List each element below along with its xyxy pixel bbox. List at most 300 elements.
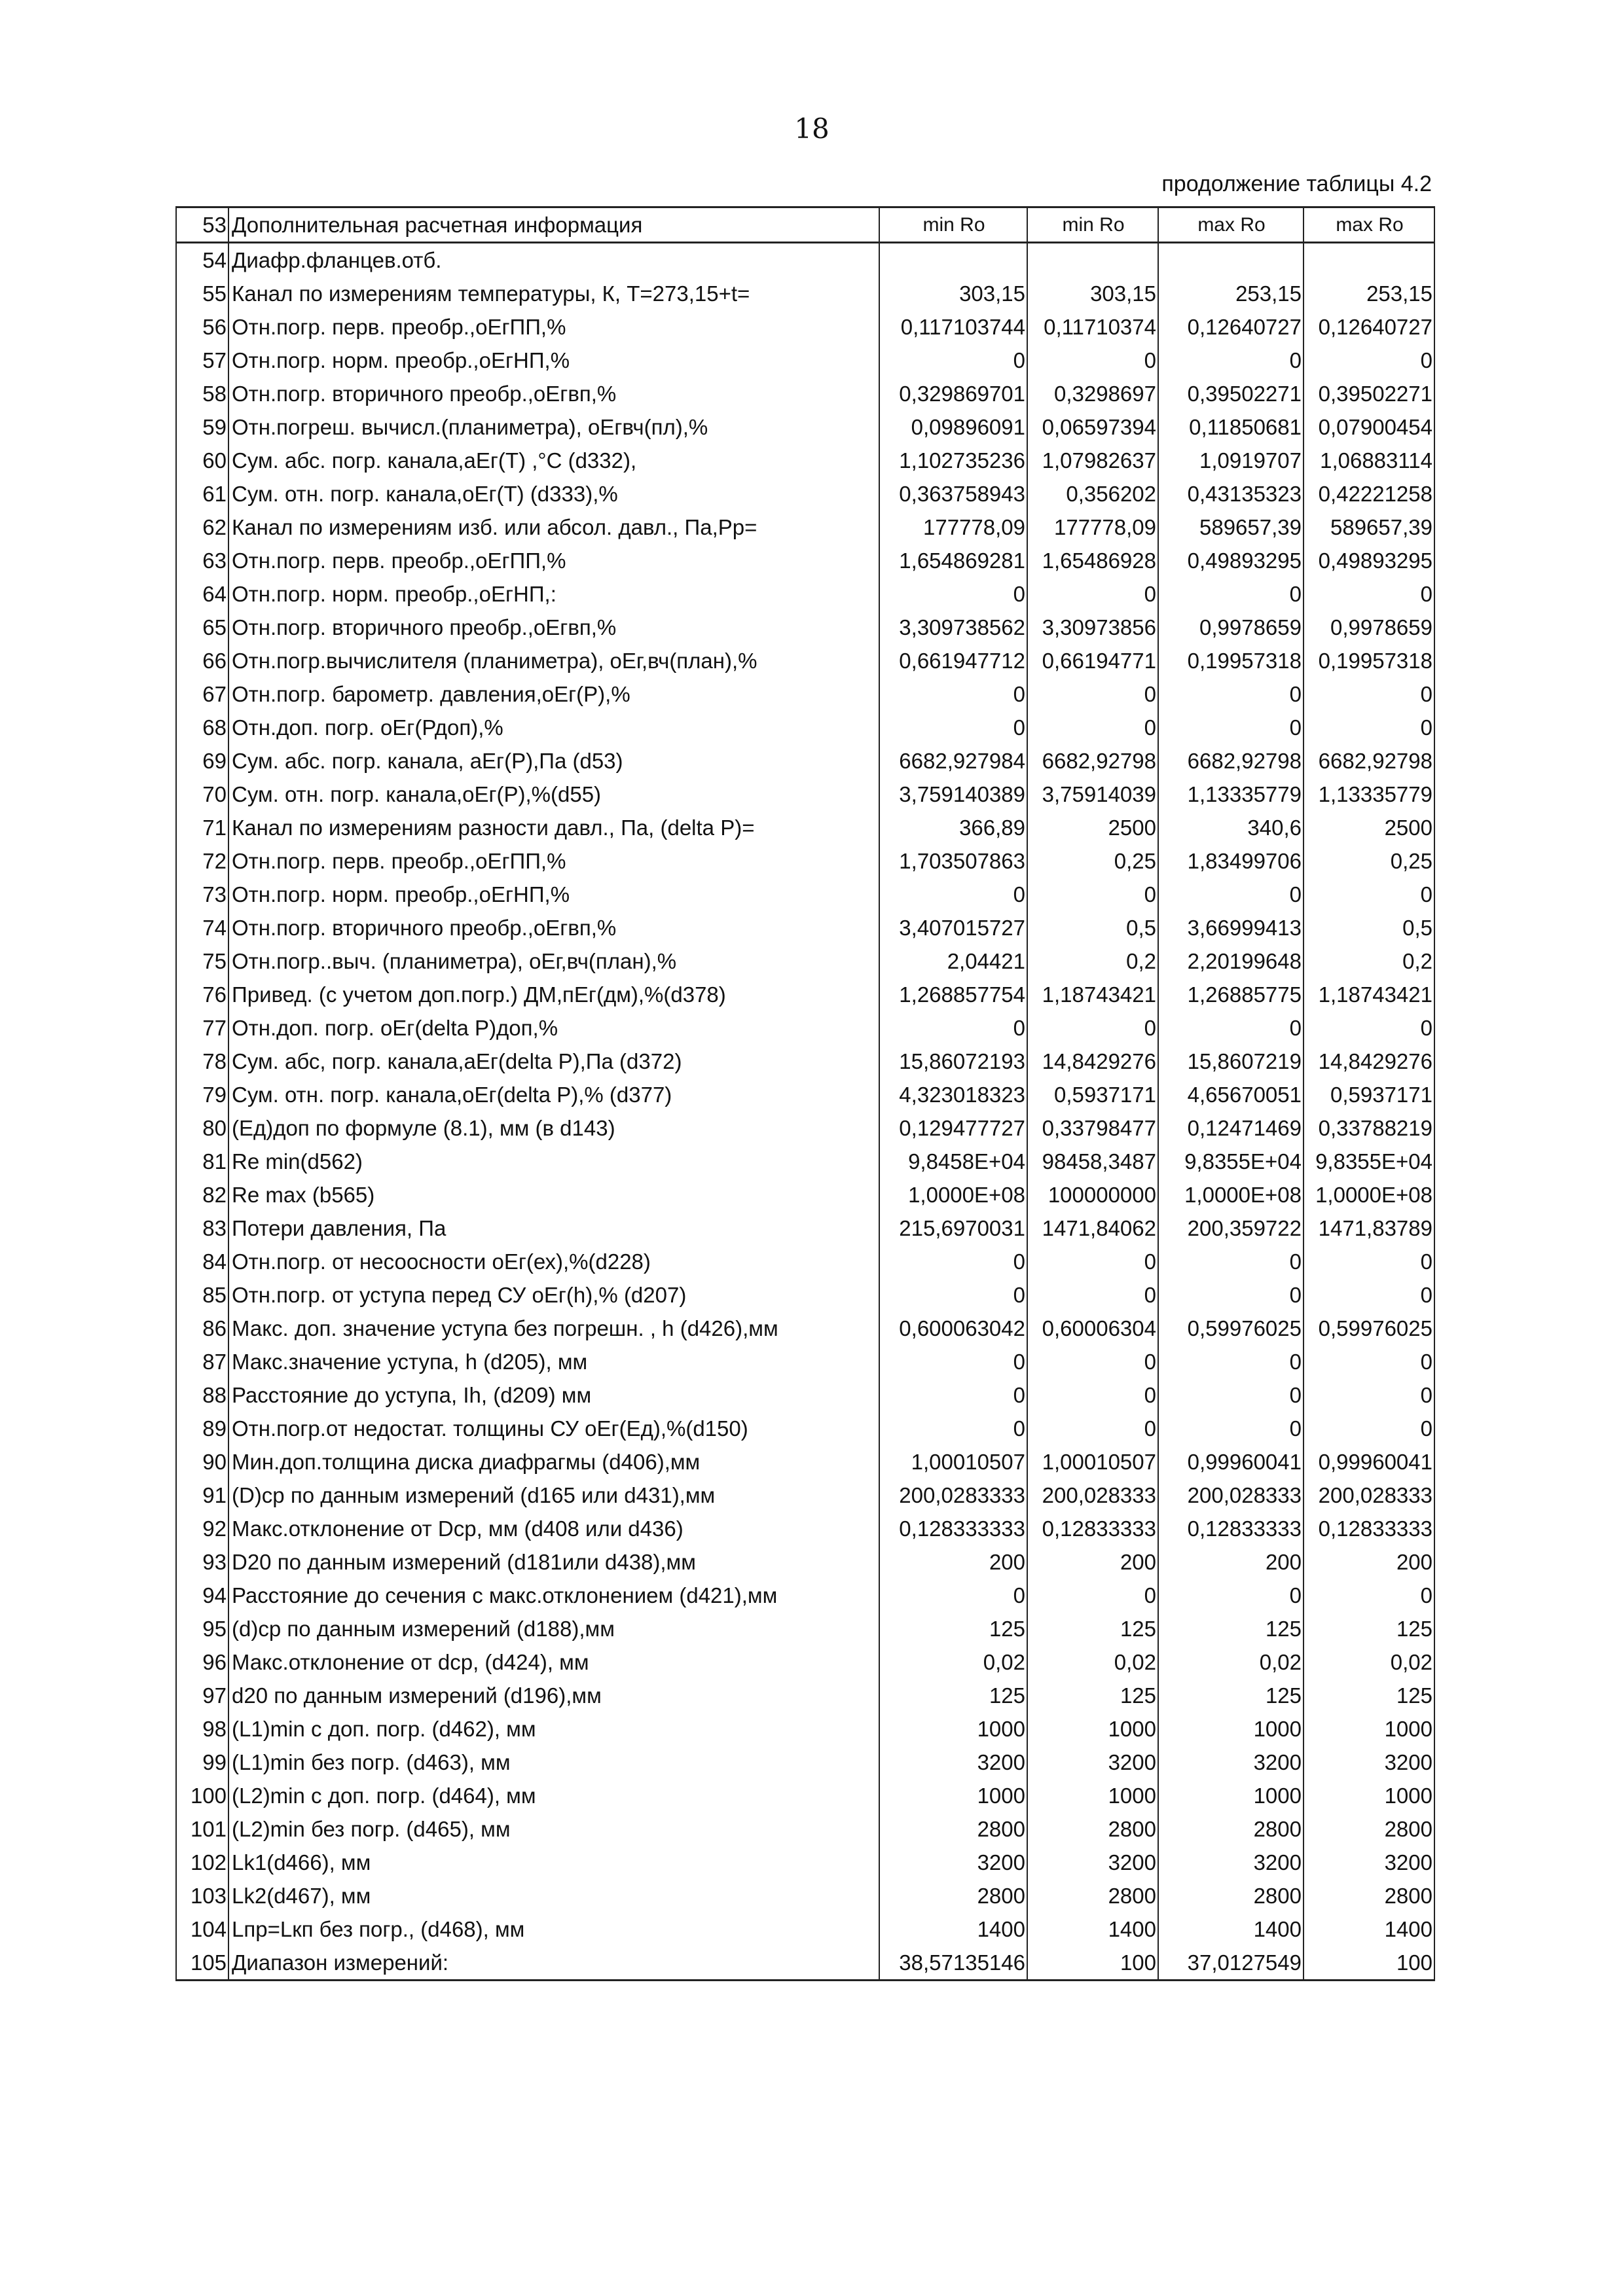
row-value: 200 bbox=[879, 1545, 1027, 1579]
row-value: 0,11850681 bbox=[1158, 410, 1304, 444]
row-label: Канал по измерениям изб. или абсол. давл., Па,Рр= bbox=[228, 511, 879, 544]
row-label: Потери давления, Па bbox=[228, 1211, 879, 1245]
row-value: 0 bbox=[879, 344, 1027, 377]
row-label: (d)ср по данным измерений (d188),мм bbox=[228, 1612, 879, 1645]
row-value: 6682,92798 bbox=[1027, 744, 1158, 778]
row-value: 3,66999413 bbox=[1158, 911, 1304, 944]
row-value: 0,02 bbox=[1304, 1645, 1434, 1679]
row-value: 0,5937171 bbox=[1027, 1078, 1158, 1111]
row-value: 0,25 bbox=[1027, 844, 1158, 878]
row-value: 0,3298697 bbox=[1027, 377, 1158, 410]
table-row bbox=[176, 778, 1434, 811]
row-number: 54 bbox=[176, 243, 228, 278]
row-value: 0 bbox=[1158, 1579, 1304, 1612]
row-value: 0,06597394 bbox=[1027, 410, 1158, 444]
row-label: Сум. отн. погр. канала,оЕг(Р),%(d55) bbox=[228, 778, 879, 811]
table-row bbox=[176, 1445, 1434, 1479]
row-number: 103 bbox=[176, 1879, 228, 1912]
row-value: 0 bbox=[1304, 711, 1434, 744]
row-number: 82 bbox=[176, 1178, 228, 1211]
row-value: 3200 bbox=[1304, 1846, 1434, 1879]
row-value: 2500 bbox=[1027, 811, 1158, 844]
row-value bbox=[1158, 243, 1304, 278]
row-value: 1,0000E+08 bbox=[1158, 1178, 1304, 1211]
row-label: Отн.погр. барометр. давления,оЕг(Р),% bbox=[228, 677, 879, 711]
column-header: min Ro bbox=[879, 207, 1027, 243]
row-value: 0,12833333 bbox=[1027, 1512, 1158, 1545]
row-number: 74 bbox=[176, 911, 228, 944]
row-value: 0 bbox=[1027, 577, 1158, 611]
row-value: 1,00010507 bbox=[1027, 1445, 1158, 1479]
row-value: 0,43135323 bbox=[1158, 477, 1304, 511]
row-number: 80 bbox=[176, 1111, 228, 1145]
row-value: 6682,92798 bbox=[1158, 744, 1304, 778]
row-label: Сум. абс, погр. канала,аЕг(delta Р),Па (d372) bbox=[228, 1045, 879, 1078]
row-value: 4,323018323 bbox=[879, 1078, 1027, 1111]
table-row bbox=[176, 1045, 1434, 1078]
row-number: 59 bbox=[176, 410, 228, 444]
row-value: 0,12640727 bbox=[1304, 310, 1434, 344]
row-number: 90 bbox=[176, 1445, 228, 1479]
row-label: (L1)min без погр. (d463), мм bbox=[228, 1746, 879, 1779]
row-value: 0 bbox=[879, 1278, 1027, 1312]
row-label: Диапазон измерений: bbox=[228, 1946, 879, 1981]
row-number: 69 bbox=[176, 744, 228, 778]
row-number: 81 bbox=[176, 1145, 228, 1178]
row-value: 1,654869281 bbox=[879, 544, 1027, 577]
row-value: 1400 bbox=[1158, 1912, 1304, 1946]
row-value: 0,49893295 bbox=[1304, 544, 1434, 577]
row-label: (L2)min с доп. погр. (d464), мм bbox=[228, 1779, 879, 1812]
row-label: Макс.значение уступа, h (d205), мм bbox=[228, 1345, 879, 1378]
row-number: 86 bbox=[176, 1312, 228, 1345]
row-label: Сум. абс. погр. канала, аЕг(Р),Па (d53) bbox=[228, 744, 879, 778]
table-row bbox=[176, 444, 1434, 477]
row-number: 104 bbox=[176, 1912, 228, 1946]
table-row bbox=[176, 878, 1434, 911]
table-row bbox=[176, 243, 1434, 278]
row-number: 95 bbox=[176, 1612, 228, 1645]
row-value: 200,0283333 bbox=[879, 1479, 1027, 1512]
row-value: 200,028333 bbox=[1027, 1479, 1158, 1512]
row-value: 2800 bbox=[1158, 1879, 1304, 1912]
row-value: 0,39502271 bbox=[1304, 377, 1434, 410]
row-number: 67 bbox=[176, 677, 228, 711]
table-row bbox=[176, 1645, 1434, 1679]
row-number: 83 bbox=[176, 1211, 228, 1245]
row-number: 65 bbox=[176, 611, 228, 644]
row-number: 63 bbox=[176, 544, 228, 577]
row-label: Сум. отн. погр. канала,оЕг(delta Р),% (d377) bbox=[228, 1078, 879, 1111]
table-row bbox=[176, 1345, 1434, 1378]
row-value: 200,028333 bbox=[1304, 1479, 1434, 1512]
row-label: Отн.погр. перв. преобр.,оЕгПП,% bbox=[228, 310, 879, 344]
row-value: 0,19957318 bbox=[1158, 644, 1304, 677]
row-value: 0,12471469 bbox=[1158, 1111, 1304, 1145]
table-row bbox=[176, 677, 1434, 711]
row-value: 0 bbox=[1158, 1412, 1304, 1445]
row-value: 0 bbox=[1304, 1245, 1434, 1278]
row-value: 2,04421 bbox=[879, 944, 1027, 978]
row-label: Отн.погр. норм. преобр.,оЕгНП,% bbox=[228, 344, 879, 377]
row-value: 3,759140389 bbox=[879, 778, 1027, 811]
row-label: Макс. доп. значение уступа без погрешн. , h (d426),мм bbox=[228, 1312, 879, 1345]
row-value: 98458,3487 bbox=[1027, 1145, 1158, 1178]
row-value: 0,12833333 bbox=[1158, 1512, 1304, 1545]
row-value: 1400 bbox=[1027, 1912, 1158, 1946]
row-value: 200,359722 bbox=[1158, 1211, 1304, 1245]
row-value: 0 bbox=[1158, 1278, 1304, 1312]
row-value: 1000 bbox=[1027, 1712, 1158, 1746]
row-number: 53 bbox=[176, 207, 228, 243]
row-value: 0 bbox=[1158, 711, 1304, 744]
row-value: 0 bbox=[1158, 1245, 1304, 1278]
row-label: Отн.погр. перв. преобр.,оЕгПП,% bbox=[228, 544, 879, 577]
column-header: min Ro bbox=[1027, 207, 1158, 243]
row-number: 66 bbox=[176, 644, 228, 677]
row-number: 92 bbox=[176, 1512, 228, 1545]
row-value: 0,129477727 bbox=[879, 1111, 1027, 1145]
row-value: 0,49893295 bbox=[1158, 544, 1304, 577]
row-value: 0 bbox=[1304, 878, 1434, 911]
row-value: 0 bbox=[879, 1412, 1027, 1445]
table-row bbox=[176, 1145, 1434, 1178]
row-number: 62 bbox=[176, 511, 228, 544]
row-value: 4,65670051 bbox=[1158, 1078, 1304, 1111]
row-value: 177778,09 bbox=[1027, 511, 1158, 544]
row-value: 125 bbox=[1027, 1612, 1158, 1645]
row-value: 0 bbox=[879, 711, 1027, 744]
row-value: 0,60006304 bbox=[1027, 1312, 1158, 1345]
row-value: 0,33798477 bbox=[1027, 1111, 1158, 1145]
row-value: 0,07900454 bbox=[1304, 410, 1434, 444]
row-value: 0,2 bbox=[1304, 944, 1434, 978]
row-value: 3,407015727 bbox=[879, 911, 1027, 944]
row-value: 0 bbox=[879, 1579, 1027, 1612]
row-value: 0 bbox=[879, 1011, 1027, 1045]
row-number: 73 bbox=[176, 878, 228, 911]
row-label: Re min(d562) bbox=[228, 1145, 879, 1178]
row-value: 0,9978659 bbox=[1304, 611, 1434, 644]
table-row bbox=[176, 1278, 1434, 1312]
row-label: Отн.погр..выч. (планиметра), оЕг,вч(план),% bbox=[228, 944, 879, 978]
row-value: 0 bbox=[1027, 878, 1158, 911]
row-label: Привед. (с учетом доп.погр.) ДМ,пЕг(дм),%(d378) bbox=[228, 978, 879, 1011]
row-value: 1,18743421 bbox=[1304, 978, 1434, 1011]
row-value: 125 bbox=[879, 1679, 1027, 1712]
row-label: Отн.погр. вторичного преобр.,оЕгвп,% bbox=[228, 377, 879, 410]
row-value: 0 bbox=[1158, 878, 1304, 911]
row-value: 1000 bbox=[879, 1712, 1027, 1746]
row-value: 303,15 bbox=[1027, 277, 1158, 310]
row-value: 125 bbox=[1158, 1612, 1304, 1645]
table-row bbox=[176, 978, 1434, 1011]
table-row bbox=[176, 644, 1434, 677]
row-value: 200 bbox=[1027, 1545, 1158, 1579]
row-value: 6682,92798 bbox=[1304, 744, 1434, 778]
table-row bbox=[176, 911, 1434, 944]
table-row bbox=[176, 577, 1434, 611]
row-value: 1,0919707 bbox=[1158, 444, 1304, 477]
row-label: Отн.погр.от недостат. толщины СУ оЕг(Ед),%(d150) bbox=[228, 1412, 879, 1445]
row-value: 0 bbox=[1027, 344, 1158, 377]
row-value: 2800 bbox=[1304, 1879, 1434, 1912]
row-label: (L1)min с доп. погр. (d462), мм bbox=[228, 1712, 879, 1746]
row-value: 2800 bbox=[879, 1879, 1027, 1912]
row-number: 102 bbox=[176, 1846, 228, 1879]
row-value: 1,0000E+08 bbox=[1304, 1178, 1434, 1211]
row-number: 105 bbox=[176, 1946, 228, 1981]
row-value: 0 bbox=[1304, 577, 1434, 611]
row-number: 98 bbox=[176, 1712, 228, 1746]
row-number: 99 bbox=[176, 1746, 228, 1779]
row-value: 0,09896091 bbox=[879, 410, 1027, 444]
row-value: 0 bbox=[1158, 1011, 1304, 1045]
table-row bbox=[176, 1545, 1434, 1579]
row-value: 0,59976025 bbox=[1304, 1312, 1434, 1345]
row-label: Отн.погр. вторичного преобр.,оЕгвп,% bbox=[228, 611, 879, 644]
row-value: 0,329869701 bbox=[879, 377, 1027, 410]
row-value: 0,356202 bbox=[1027, 477, 1158, 511]
row-value: 1,83499706 bbox=[1158, 844, 1304, 878]
row-value: 1400 bbox=[1304, 1912, 1434, 1946]
table-row bbox=[176, 1111, 1434, 1145]
row-value: 2,20199648 bbox=[1158, 944, 1304, 978]
row-label: Макс.отклонение от dср, (d424), мм bbox=[228, 1645, 879, 1679]
row-value: 0 bbox=[1027, 1278, 1158, 1312]
row-value: 3200 bbox=[1158, 1746, 1304, 1779]
table-row bbox=[176, 1812, 1434, 1846]
row-value: 1,06883114 bbox=[1304, 444, 1434, 477]
row-value: 0 bbox=[1027, 1011, 1158, 1045]
row-value: 9,8458E+04 bbox=[879, 1145, 1027, 1178]
row-value: 0 bbox=[1158, 1345, 1304, 1378]
table-row bbox=[176, 1846, 1434, 1879]
row-label: Макс.отклонение от Dср, мм (d408 или d436) bbox=[228, 1512, 879, 1545]
row-label: Lпр=Lкп без погр., (d468), мм bbox=[228, 1912, 879, 1946]
row-value: 0 bbox=[879, 677, 1027, 711]
row-value: 0,02 bbox=[879, 1645, 1027, 1679]
row-number: 61 bbox=[176, 477, 228, 511]
row-value: 0,128333333 bbox=[879, 1512, 1027, 1545]
table-row bbox=[176, 310, 1434, 344]
table-row bbox=[176, 544, 1434, 577]
row-value: 1471,83789 bbox=[1304, 1211, 1434, 1245]
row-value: 253,15 bbox=[1304, 277, 1434, 310]
row-number: 75 bbox=[176, 944, 228, 978]
row-value: 1000 bbox=[1158, 1712, 1304, 1746]
table-row bbox=[176, 811, 1434, 844]
row-value: 125 bbox=[1158, 1679, 1304, 1712]
row-label: D20 по данным измерений (d181или d438),мм bbox=[228, 1545, 879, 1579]
row-label: Отн.погреш. вычисл.(планиметра), оЕгвч(пл),% bbox=[228, 410, 879, 444]
row-value: 177778,09 bbox=[879, 511, 1027, 544]
row-number: 100 bbox=[176, 1779, 228, 1812]
row-value: 1,00010507 bbox=[879, 1445, 1027, 1479]
table-row bbox=[176, 711, 1434, 744]
table-row bbox=[176, 377, 1434, 410]
row-value: 0,19957318 bbox=[1304, 644, 1434, 677]
row-label: d20 по данным измерений (d196),мм bbox=[228, 1679, 879, 1712]
row-value: 3200 bbox=[1304, 1746, 1434, 1779]
row-value: 0 bbox=[879, 1378, 1027, 1412]
row-value: 0,02 bbox=[1027, 1645, 1158, 1679]
row-value: 38,57135146 bbox=[879, 1946, 1027, 1981]
row-number: 96 bbox=[176, 1645, 228, 1679]
row-value: 0,33788219 bbox=[1304, 1111, 1434, 1145]
row-number: 71 bbox=[176, 811, 228, 844]
table-row bbox=[176, 844, 1434, 878]
row-label: Отн.погр. перв. преобр.,оЕгПП,% bbox=[228, 844, 879, 878]
row-value: 0 bbox=[1304, 1412, 1434, 1445]
row-value: 100000000 bbox=[1027, 1178, 1158, 1211]
row-label: Канал по измерениям температуры, К, Т=273,15+t= bbox=[228, 277, 879, 310]
row-value: 125 bbox=[879, 1612, 1027, 1645]
row-value: 0 bbox=[1027, 1579, 1158, 1612]
table-row bbox=[176, 1679, 1434, 1712]
row-label: Отн.погр. от уступа перед СУ оЕг(h),% (d207) bbox=[228, 1278, 879, 1312]
row-value: 1471,84062 bbox=[1027, 1211, 1158, 1245]
row-value: 0 bbox=[1304, 1278, 1434, 1312]
row-value: 6682,927984 bbox=[879, 744, 1027, 778]
row-value: 0 bbox=[879, 577, 1027, 611]
row-value: 1000 bbox=[1304, 1712, 1434, 1746]
table-row bbox=[176, 1512, 1434, 1545]
row-value: 1000 bbox=[1304, 1779, 1434, 1812]
row-value: 1,26885775 bbox=[1158, 978, 1304, 1011]
row-value: 1,268857754 bbox=[879, 978, 1027, 1011]
row-value: 0,5 bbox=[1027, 911, 1158, 944]
table-row bbox=[176, 1378, 1434, 1412]
table-row bbox=[176, 1479, 1434, 1512]
row-label: Отн.погр. норм. преобр.,оЕгНП,% bbox=[228, 878, 879, 911]
row-number: 97 bbox=[176, 1679, 228, 1712]
row-value: 215,6970031 bbox=[879, 1211, 1027, 1245]
row-value: 2800 bbox=[1158, 1812, 1304, 1846]
table-row bbox=[176, 1211, 1434, 1245]
table-row bbox=[176, 1579, 1434, 1612]
row-value: 0 bbox=[1304, 344, 1434, 377]
column-header: max Ro bbox=[1304, 207, 1434, 243]
row-value: 3200 bbox=[1027, 1846, 1158, 1879]
table-body bbox=[176, 207, 1434, 1981]
row-label: Отн.погр. вторичного преобр.,оЕгвп,% bbox=[228, 911, 879, 944]
row-value: 0,363758943 bbox=[879, 477, 1027, 511]
row-value: 0 bbox=[1158, 344, 1304, 377]
row-value: 0 bbox=[1027, 1378, 1158, 1412]
row-number: 84 bbox=[176, 1245, 228, 1278]
row-value: 200 bbox=[1158, 1545, 1304, 1579]
table-row bbox=[176, 1312, 1434, 1345]
table-row bbox=[176, 477, 1434, 511]
row-value: 0 bbox=[1158, 677, 1304, 711]
row-value: 0 bbox=[1304, 1011, 1434, 1045]
data-table bbox=[175, 206, 1435, 1981]
row-value: 2500 bbox=[1304, 811, 1434, 844]
row-number: 85 bbox=[176, 1278, 228, 1312]
row-value: 0,2 bbox=[1027, 944, 1158, 978]
table-continuation-label: продолжение таблицы 4.2 bbox=[1161, 171, 1432, 196]
table-row bbox=[176, 1245, 1434, 1278]
row-value: 0 bbox=[1304, 1579, 1434, 1612]
row-number: 57 bbox=[176, 344, 228, 377]
row-label: Сум. отн. погр. канала,оЕг(Т) (d333),% bbox=[228, 477, 879, 511]
row-value: 0 bbox=[1027, 1345, 1158, 1378]
row-value: 0,12833333 bbox=[1304, 1512, 1434, 1545]
table-row bbox=[176, 944, 1434, 978]
row-label: Отн.погр. от несоосности оЕг(ех),%(d228) bbox=[228, 1245, 879, 1278]
row-value: 303,15 bbox=[879, 277, 1027, 310]
row-label: Отн.погр. норм. преобр.,оЕгНП,: bbox=[228, 577, 879, 611]
row-number: 58 bbox=[176, 377, 228, 410]
row-value: 0,99960041 bbox=[1158, 1445, 1304, 1479]
row-value: 1,102735236 bbox=[879, 444, 1027, 477]
row-number: 79 bbox=[176, 1078, 228, 1111]
row-number: 93 bbox=[176, 1545, 228, 1579]
row-value: 0,11710374 bbox=[1027, 310, 1158, 344]
row-value: 3,75914039 bbox=[1027, 778, 1158, 811]
row-value: 125 bbox=[1304, 1679, 1434, 1712]
row-number: 87 bbox=[176, 1345, 228, 1378]
row-value: 0,39502271 bbox=[1158, 377, 1304, 410]
row-value: 1,0000E+08 bbox=[879, 1178, 1027, 1211]
row-label: Отн.погр.вычислителя (планиметра), оЕг,вч(план),% bbox=[228, 644, 879, 677]
table-row bbox=[176, 410, 1434, 444]
row-label: Lk2(d467), мм bbox=[228, 1879, 879, 1912]
table-row bbox=[176, 1412, 1434, 1445]
row-label: Канал по измерениям разности давл., Па, (delta P)= bbox=[228, 811, 879, 844]
table-row bbox=[176, 1011, 1434, 1045]
row-value: 366,89 bbox=[879, 811, 1027, 844]
row-value: 9,8355E+04 bbox=[1304, 1145, 1434, 1178]
row-label: Расстояние до уступа, Ih, (d209) мм bbox=[228, 1378, 879, 1412]
row-value: 14,8429276 bbox=[1304, 1045, 1434, 1078]
row-value: 2800 bbox=[1027, 1812, 1158, 1846]
row-value: 0 bbox=[1027, 1245, 1158, 1278]
row-value: 3,30973856 bbox=[1027, 611, 1158, 644]
row-value: 3200 bbox=[879, 1846, 1027, 1879]
row-number: 68 bbox=[176, 711, 228, 744]
row-number: 60 bbox=[176, 444, 228, 477]
table-row bbox=[176, 1946, 1434, 1981]
row-value: 3,309738562 bbox=[879, 611, 1027, 644]
table-row bbox=[176, 344, 1434, 377]
row-number: 72 bbox=[176, 844, 228, 878]
row-label: Мин.доп.толщина диска диафрагмы (d406),мм bbox=[228, 1445, 879, 1479]
row-value: 1400 bbox=[879, 1912, 1027, 1946]
row-label: Сум. абс. погр. канала,аЕг(Т) ,°С (d332), bbox=[228, 444, 879, 477]
row-value: 200 bbox=[1304, 1545, 1434, 1579]
row-value: 0,66194771 bbox=[1027, 644, 1158, 677]
row-value: 1,703507863 bbox=[879, 844, 1027, 878]
row-value: 1,18743421 bbox=[1027, 978, 1158, 1011]
row-value: 1,07982637 bbox=[1027, 444, 1158, 477]
table-row bbox=[176, 511, 1434, 544]
row-value bbox=[1027, 243, 1158, 278]
row-value: 0 bbox=[879, 1245, 1027, 1278]
row-value: 0,02 bbox=[1158, 1645, 1304, 1679]
row-value: 0,661947712 bbox=[879, 644, 1027, 677]
row-value: 2800 bbox=[1027, 1879, 1158, 1912]
row-value: 0,25 bbox=[1304, 844, 1434, 878]
row-value: 340,6 bbox=[1158, 811, 1304, 844]
row-label: Диафр.фланцев.отб. bbox=[228, 243, 879, 278]
row-value: 1,65486928 bbox=[1027, 544, 1158, 577]
row-number: 91 bbox=[176, 1479, 228, 1512]
row-value: 1,13335779 bbox=[1304, 778, 1434, 811]
row-value: 2800 bbox=[1304, 1812, 1434, 1846]
row-number: 101 bbox=[176, 1812, 228, 1846]
